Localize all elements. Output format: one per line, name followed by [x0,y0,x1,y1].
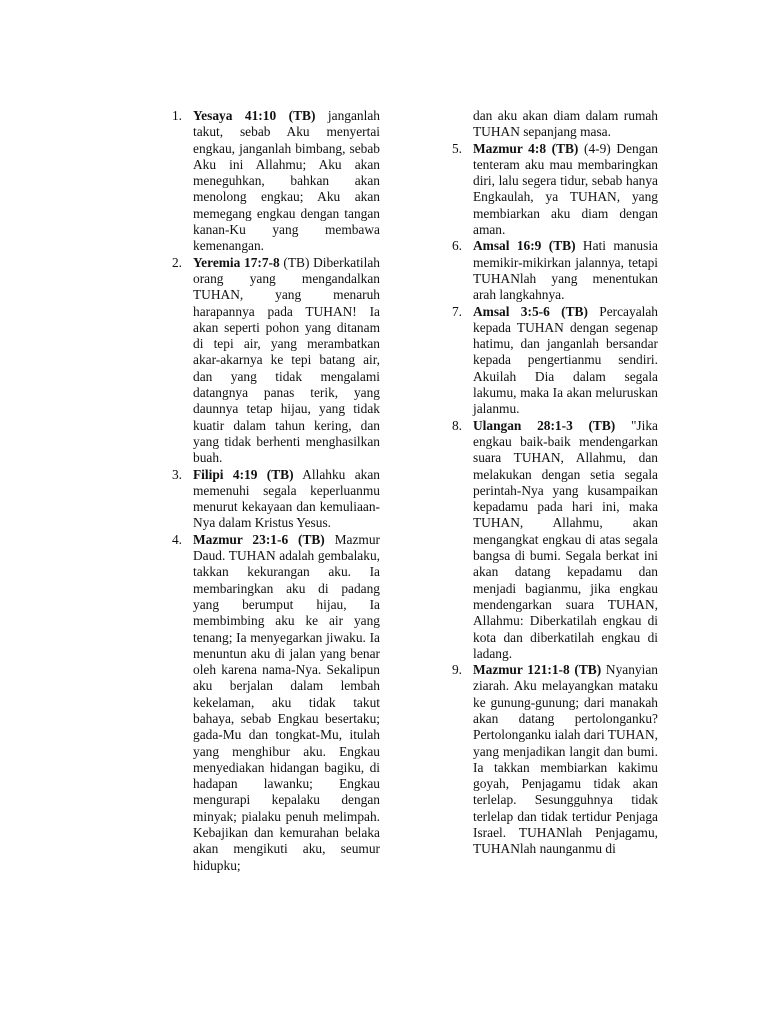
verse-text [473,418,658,662]
verse-body: (4-9) Dengan tenteram aku mau membaringkan diri, lalu segera tidur, sebab hanya Engkaulah, ya TUHAN, yang membiarkan aku diam dengan aman. [473,140,658,238]
verse-item-6 [440,238,658,303]
verse-continuation: dan aku akan diam dalam rumah TUHAN sepanjang masa. [473,108,658,140]
verse-body: Percayalah kepada TUHAN dengan segenap hatimu, dan janganlah bersandar kepada pengertianmu sendiri. Akuilah Dia dalam segala lakumu, maka Ia akan meluruskan jalanmu. [473,303,658,417]
verse-reference: Filipi 4:19 (TB) [193,466,294,482]
verse-body: "Jika engkau baik-baik mendengarkan suara TUHAN, Allahmu, dan melakukan dengan setia segala perintah-Nya yang kusampaikan kepadamu pada hari ini, maka TUHAN, Allahmu, akan mengangkat engkau di atas segala bangsa di bumi. Segala berkat ini akan datang kepadamu dan menjadi bagianmu, jika engkau mendengarkan suara TUHAN, Allahmu: Diberkatilah engkau di kota dan diberkatilah engkau di ladang. [473,417,658,661]
verse-body: janganlah takut, sebab Aku menyertai engkau, janganlah bimbang, sebab Aku ini Allahmu; Aku akan meneguhkan, bahkan akan menolong engkau; Aku akan memegang engkau dengan tangan kanan-Ku yang membawa kemenangan. [193,108,380,254]
verse-item-8 [440,418,658,662]
verse-text [193,255,380,467]
verse-reference: Amsal 3:5-6 (TB) [473,303,588,319]
verse-text [473,238,658,303]
verse-item-5 [440,141,658,239]
verse-reference: Ulangan 28:1-3 (TB) [473,417,616,433]
verse-text [473,304,658,418]
verse-reference: Mazmur 4:8 (TB) [473,140,579,156]
verse-body: (TB) Diberkatilah orang yang mengandalkan TUHAN, yang menaruh harapannya pada TUHAN! Ia akan seperti pohon yang ditanam di tepi air, yang merambatkan akar-akarnya ke tepi batang air, dan yang tidak mengalami datangnya panas terik, yang daunnya tetap hijau, yang tidak kuatir dalam tahun kering, dan yang tidak berhenti menghasilkan buah. [193,254,381,466]
verse-number: 9. [451,662,462,678]
verse-body: Nyanyian ziarah. Aku melayangkan mataku ke gunung-gunung; dari manakah akan datang pertolonganku? Pertolonganku ialah dari TUHAN, yang menjadikan langit dan bumi. Ia takkan membiarkan kakimu goyah, Penjagamu tidak akan terlelap. Sesungguhnya tidak terlelap dan tidak tertidur Penjaga Israel. TUHANlah Penjagamu, TUHANlah naunganmu di [473,662,658,857]
verse-text [193,108,380,255]
verse-text [473,141,658,239]
verse-number: 8. [451,417,462,433]
verse-number: 1. [171,108,182,123]
verse-number: 5. [451,140,462,156]
verse-reference: Amsal 16:9 (TB) [473,238,576,254]
verse-text [473,662,658,858]
verse-item-4 [160,532,380,874]
verse-number: 2. [171,254,182,270]
verse-reference: Mazmur 23:1-6 (TB) [193,531,325,547]
verse-item-3 [160,467,380,532]
verse-reference: Yeremia 17:7-8 [193,254,280,270]
verse-number: 7. [451,303,462,319]
verse-body: Allahku akan memenuhi segala keperluanmu menurut kekayaan dan kemuliaan-Nya dalam Kristus Yesus. [193,466,380,531]
verse-item-7 [440,304,658,418]
left-column [160,108,380,874]
verse-item-2 [160,255,380,467]
verse-text [193,467,380,532]
verse-number: 6. [451,238,462,254]
verse-item-1 [160,108,380,255]
verse-body: Hati manusia memikir-mikirkan jalannya, tetapi TUHANlah yang menentukan arah langkahnya. [473,238,658,303]
verse-body: Mazmur Daud. TUHAN adalah gembalaku, takkan kekurangan aku. Ia membaringkan aku di padang yang berumput hijau, Ia membimbing aku ke air yang tenang; Ia menyegarkan jiwaku. Ia menuntun aku di jalan yang benar oleh karena nama-Nya. Sekalipun aku berjalan dalam lembah kekelaman, aku tidak takut bahaya, sebab Engkau besertaku; gada-Mu dan tongkat-Mu, itulah yang menghibur aku. Engkau menyediakan hidangan bagiku, di hadapan lawanku; Engkau mengurapi kepalaku dengan minyak; pialaku penuh melimpah. Kebajikan dan kemurahan belaka akan mengikuti aku, seumur hidupku; [193,531,380,873]
verse-number: 3. [171,466,182,482]
verse-text [193,532,380,874]
verse-number: 4. [171,531,182,547]
verse-item-9 [440,662,658,858]
verse-reference: Yesaya 41:10 (TB) [193,108,316,123]
right-column [440,108,658,858]
verse-reference: Mazmur 121:1-8 (TB) [473,662,602,678]
